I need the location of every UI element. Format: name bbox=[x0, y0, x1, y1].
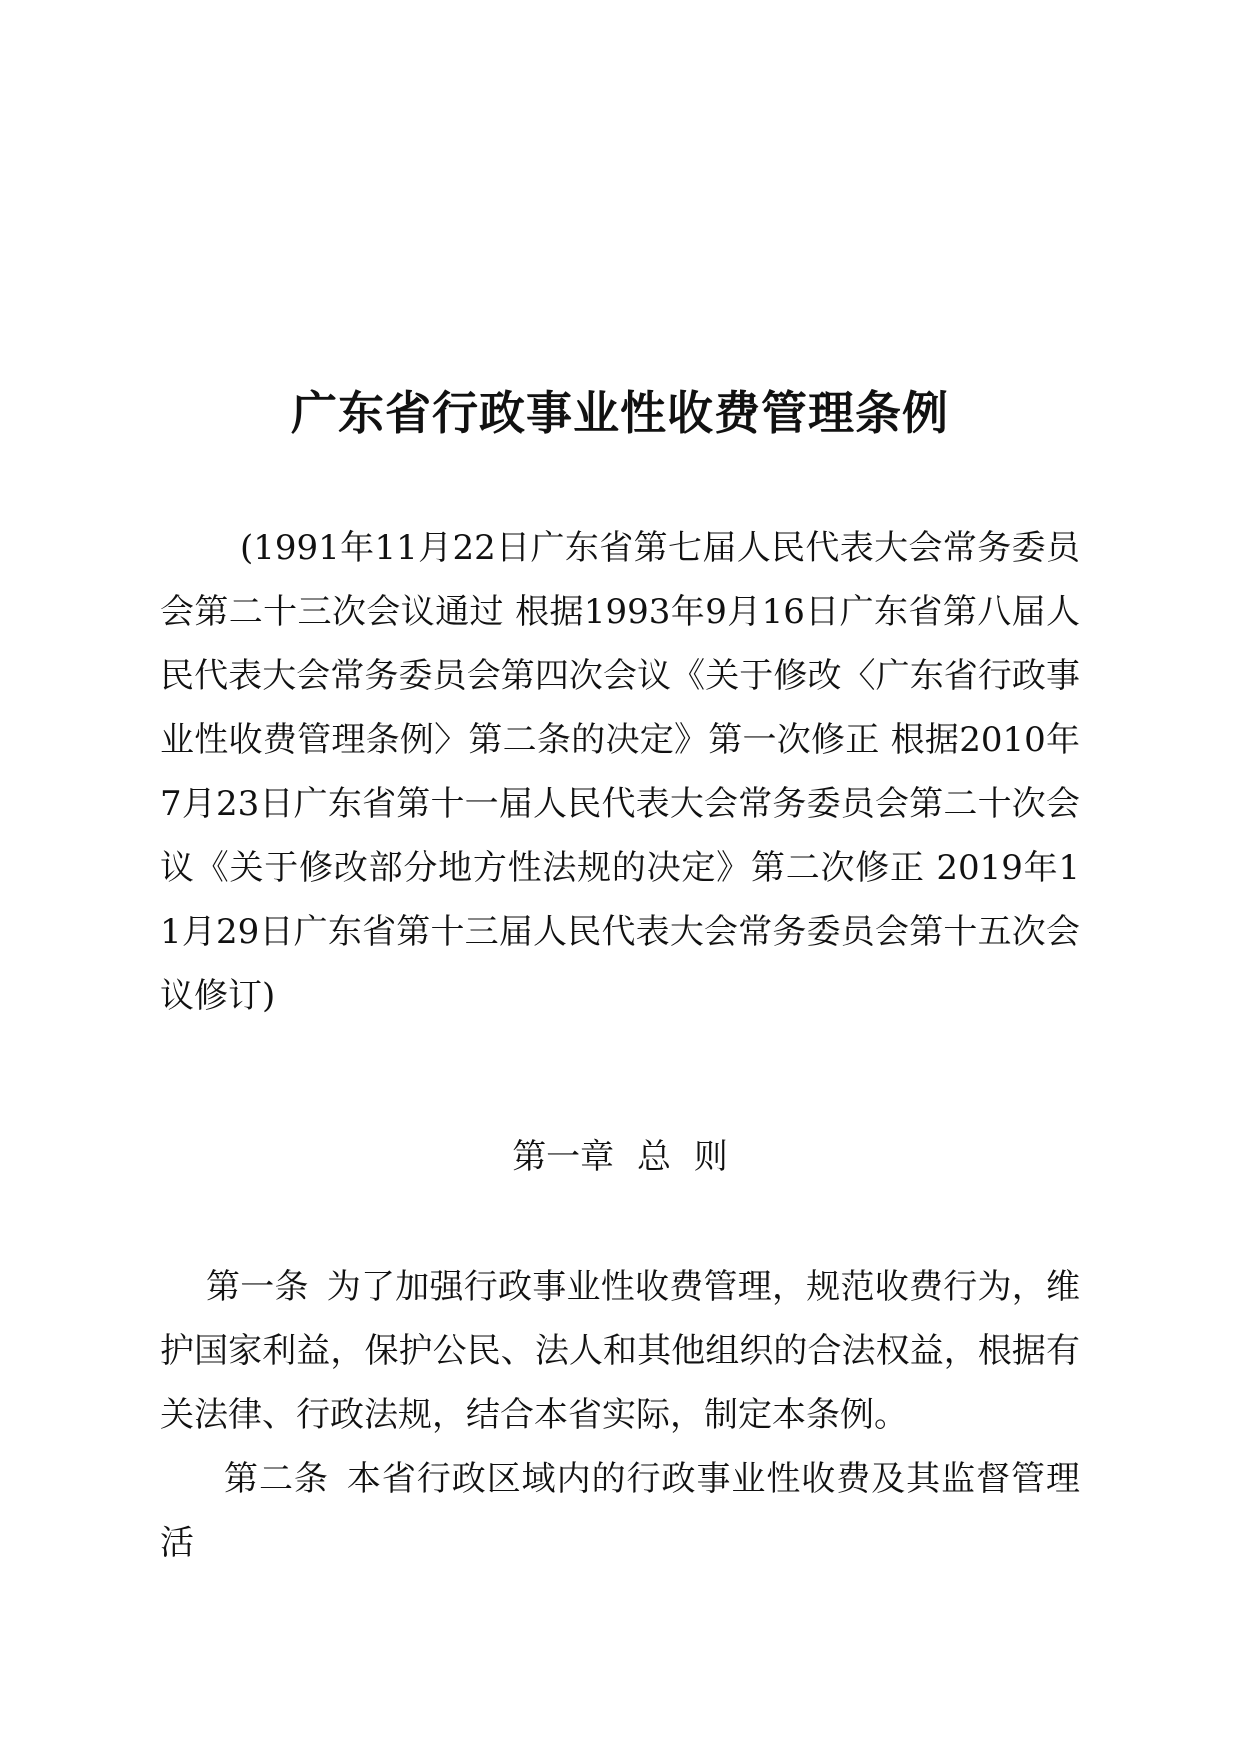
article-number: 第一条 bbox=[206, 1267, 309, 1307]
legislative-history-note: (1991年11月22日广东省第七届人民代表大会常务委员会第二十三次会议通过 根据1993年9月16日广东省第八届人民代表大会常务委员会第四次会议《关于修改〈广东省行政事业性收费管理条例〉第二条的决定》第一次修正 根据2010年7月23日广东省第十一届人民代表大会常务委员会第二十次会议《关于修改部分地方性法规的决定》第二次修正 2019年11月29日广东省第十三届人民代表大会常务委员会第十五次会议修订) bbox=[160, 528, 1080, 1016]
article-2 bbox=[160, 1447, 1080, 1575]
article-text: 本省行政区域内的行政事业性收费及其监督管理活 bbox=[160, 1459, 1081, 1563]
article-text: 为了加强行政事业性收费管理，规范收费行为，维护国家利益，保护公民、法人和其他组织的合法权益，根据有关法律、行政法规，结合本省实际，制定本条例。 bbox=[160, 1267, 1080, 1435]
article-1 bbox=[160, 1255, 1080, 1447]
chapter-heading: 第一章 总 则 bbox=[512, 1137, 728, 1177]
article-number: 第二条 bbox=[224, 1459, 329, 1499]
document-title: 广东省行政事业性收费管理条例 bbox=[291, 385, 949, 440]
articles bbox=[160, 1255, 1080, 1575]
